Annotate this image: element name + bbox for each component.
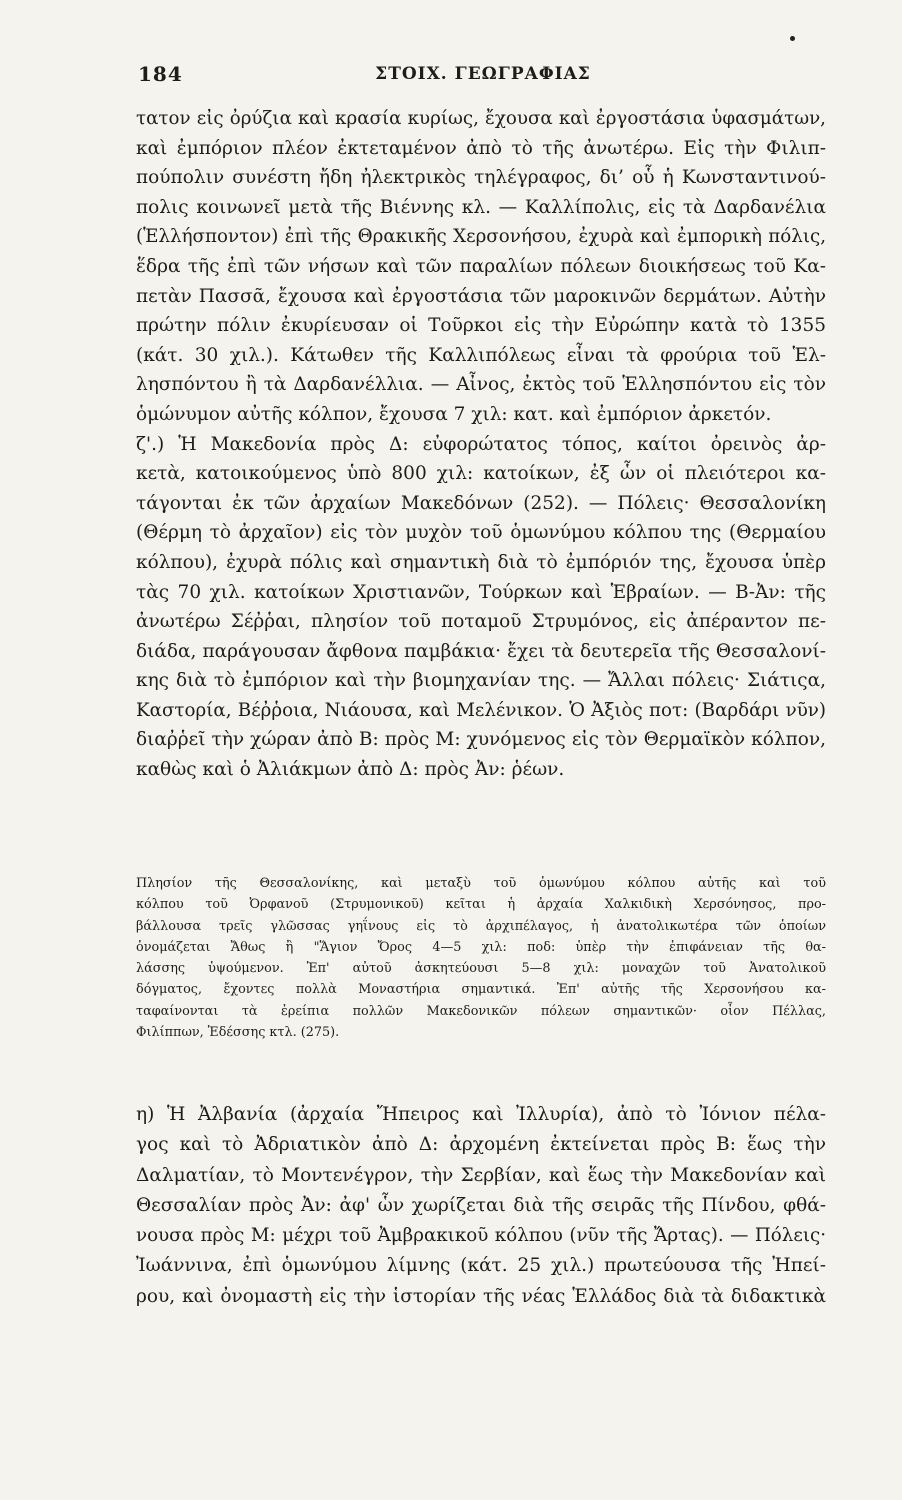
note-line: ταφαίνονται τὰ ἐρείπια πολλῶν Μακεδονικῶν πόλεων σημαντικῶν· οἷον Πέλλας, — [136, 1003, 826, 1019]
text-line: γος καὶ τὸ Ἀδριατικὸν ἀπὸ Δ: ἀρχομένη ἐκτείνεται πρὸς Β: ἕως τὴν — [136, 1134, 826, 1156]
text-line: (κάτ. 30 χιλ.). Κάτωθεν τῆς Καλλιπόλεως εἶναι τὰ φρούρια τοῦ Ἑλ- — [136, 344, 826, 366]
text-line: ἕδρα τῆς ἐπὶ τῶν νήσων καὶ τῶν παραλίων πόλεων διοικήσεως τοῦ Κα- — [136, 255, 826, 277]
text-line: κετὰ, κατοικούμενος ὑπὸ 800 χιλ: κατοίκων, ἐξ ὧν οἱ πλειότεροι κα- — [136, 463, 826, 485]
note-line: κόλπου τοῦ Ὀρφανοῦ (Στρυμονικοῦ) κεῖται ἡ ἀρχαία Χαλκιδικὴ Χερσόνησος, προ- — [136, 897, 826, 913]
text-line: Δαλματίαν, τὸ Μοντενέγρον, τὴν Σερβίαν, καὶ ἕως τὴν Μακεδονίαν καὶ — [136, 1164, 826, 1186]
text-line: τάγονται ἐκ τῶν ἀρχαίων Μακεδόνων (252). — Πόλεις· Θεσσαλονίκη — [136, 492, 826, 514]
text-line: πούπολιν συνέστη ἤδη ἠλεκτρικὸς τηλέγραφος, δι’ οὗ ἡ Κωνσταντινού- — [136, 167, 826, 189]
text-line: Θεσσαλίαν πρὸς Ἀν: ἀφ' ὧν χωρίζεται διὰ τῆς σειρᾶς τῆς Πίνδου, φθά- — [136, 1194, 826, 1216]
ink-spot — [790, 36, 795, 41]
text-line: νουσα πρὸς Μ: μέχρι τοῦ Ἀμβρακικοῦ κόλπου (νῦν τῆς Ἄρτας). — Πόλεις· — [136, 1225, 826, 1247]
text-line: πετὰν Πασσᾶ, ἔχουσα καὶ ἐργοστάσια τῶν μαροκινῶν δερμάτων. Αὐτὴν — [136, 285, 826, 307]
main-text — [136, 104, 826, 785]
text-line: ζ'.) Ἡ Μακεδονία πρὸς Δ: εὐφορώτατος τόπος, καίτοι ὀρεινὸς ἀρ- — [136, 433, 826, 455]
text-line: πρώτην πόλιν ἐκυρίευσαν οἱ Τοῦρκοι εἰς τὴν Εὐρώπην κατὰ τὸ 1355 — [136, 315, 826, 337]
text-line: (Θέρμη τὸ ἀρχαῖον) εἰς τὸν μυχὸν τοῦ ὁμωνύμου κόλπου της (Θερμαίου — [136, 522, 826, 544]
text-line: τατον εἰς ὀρύζια καὶ κρασία κυρίως, ἔχουσα καὶ ἐργοστάσια ὑφασμάτων, — [136, 108, 826, 129]
text-line: διαῤῥεῖ τὴν χώραν ἀπὸ Β: πρὸς Μ: χυνόμενος εἰς τὸν Θερμαϊκὸν κόλπον, — [136, 729, 826, 751]
albania-section — [136, 1100, 826, 1312]
note-line: Φιλίππων, Ἐδέσσης κτλ. (275). — [136, 1025, 340, 1041]
note-line: βάλλουσα τρεῖς γλῶσσας γηΐνους εἰς τὸ ἀρχιπέλαγος, ἡ ἀνατολικωτέρα τῶν ὁποίων — [136, 918, 826, 934]
page-header — [138, 62, 828, 92]
text-line: κόλπου), ἐχυρὰ πόλις καὶ σημαντικὴ διὰ τὸ ἐμπόριόν της, ἔχουσα ὑπὲρ — [136, 551, 826, 573]
footnote-block — [136, 873, 826, 1043]
text-line: διάδα, παράγουσαν ἄφθονα παμβάκια· ἔχει τὰ δευτερεῖα τῆς Θεσσαλονί- — [136, 640, 826, 662]
text-line: ἀνωτέρω Σέῤῥαι, πλησίον τοῦ ποταμοῦ Στρυμόνος, εἰς ἀπέραντον πε- — [136, 611, 826, 633]
note-line: λάσσης ὑψούμενον. Ἐπ' αὐτοῦ ἀσκητεύουσι 5—8 χιλ: μοναχῶν τοῦ Ἀνατολικοῦ — [136, 961, 826, 977]
note-line: δόγματος, ἔχοντες πολλὰ Μοναστήρια σημαντικά. Ἐπ' αὐτῆς τῆς Χερσονήσου κα- — [136, 982, 826, 998]
text-line: Ἰωάννινα, ἐπὶ ὁμωνύμου λίμνης (κάτ. 25 χιλ.) πρωτεύουσα τῆς Ἠπεί- — [136, 1255, 826, 1277]
text-line: Καστορία, Βέῤῥοια, Νιάουσα, καὶ Μελένικον. Ὁ Ἀξιὸς ποτ: (Βαρδάρι νῦν) — [136, 699, 826, 721]
note-line: Πλησίον τῆς Θεσσαλονίκης, καὶ μεταξὺ τοῦ ὁμωνύμου κόλπου αὐτῆς καὶ τοῦ — [136, 876, 826, 891]
text-line: καὶ ἐμπόριον πλέον ἐκτεταμένον ἀπὸ τὸ τῆς ἀνωτέρω. Εἰς τὴν Φιλιπ- — [136, 137, 826, 159]
text-line: (Ἑλλήσποντον) ἐπὶ τῆς Θρακικῆς Χερσονήσου, ἐχυρὰ καὶ ἐμπορικὴ πόλις, — [136, 226, 826, 248]
text-line: η) Ἡ Ἀλβανία (ἀρχαία Ἤπειρος καὶ Ἰλλυρία), ἀπὸ τὸ Ἰόνιον πέλα- — [136, 1104, 826, 1125]
running-title: ΣΤΟΙΧ. ΓΕΩΓΡΑΦΙΑΣ — [375, 64, 591, 84]
page-number: 184 — [138, 62, 183, 86]
text-line: λησπόντου ἢ τὰ Δαρδανέλλια. — Αἶνος, ἐκτὸς τοῦ Ἑλλησπόντου εἰς τὸν — [136, 374, 826, 396]
text-line: ὁμώνυμον αὐτῆς κόλπον, ἔχουσα 7 χιλ: κατ. καὶ ἐμπόριον ἀρκετόν. — [136, 403, 772, 425]
text-line: κης διὰ τὸ ἐμπόριον καὶ τὴν βιομηχανίαν της. — Ἄλλαι πόλεις· Σιάτιςα, — [136, 670, 826, 692]
text-line: καθὼς καὶ ὁ Ἀλιάκμων ἀπὸ Δ: πρὸς Ἀν: ῥέων. — [136, 759, 565, 781]
text-line: πολις κοινωνεῖ μετὰ τῆς Βιέννης κλ. — Καλλίπολις, εἰς τὰ Δαρδανέλια — [136, 196, 826, 218]
text-line: τὰς 70 χιλ. κατοίκων Χριστιανῶν, Τούρκων καὶ Ἑβραίων. — Β-Ἀν: τῆς — [136, 581, 826, 603]
note-line: ὀνομάζεται Ἄθως ἢ "Ἅγιον Ὄρος 4—5 χιλ: ποδ: ὑπὲρ τὴν ἐπιφάνειαν τῆς θα- — [136, 939, 826, 955]
text-line: ρου, καὶ ὀνομαστὴ εἰς τὴν ἱστορίαν τῆς νέας Ἑλλάδος διὰ τὰ διδακτικὰ — [136, 1285, 826, 1307]
